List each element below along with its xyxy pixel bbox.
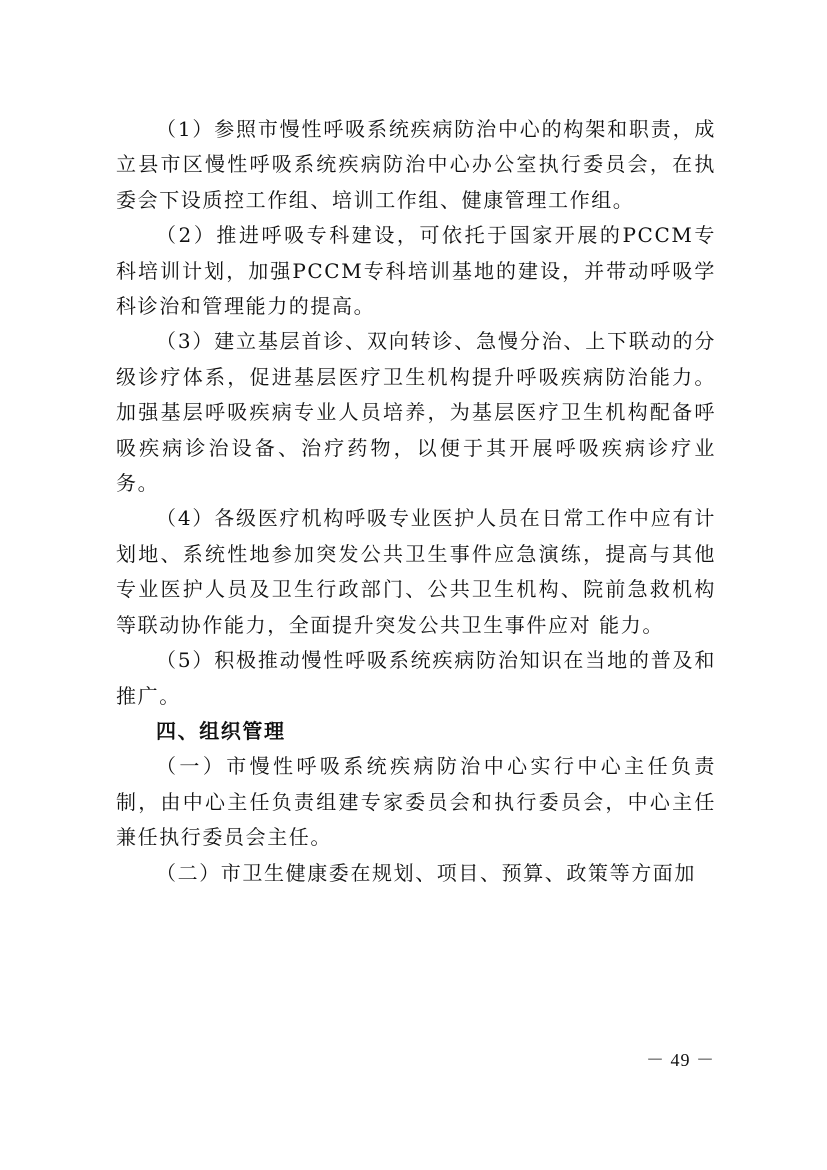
paragraph-org-2: （二）市卫生健康委在规划、项目、预算、政策等方面加 [156,860,696,885]
section-heading-organization: 四、组织管理 [156,718,286,743]
paragraph-item-1: （1）参照市慢性呼吸系统疾病防治中心的构架和职责，成立县市区慢性呼吸系统疾病防治中心办公室执行委员会，在执委会下设质控工作组、培训工作组、健康管理工作组。 [116,117,716,212]
page-number: － 49 － [646,1050,715,1070]
paragraph-item-4: （4）各级医疗机构呼吸专业医护人员在日常工作中应有计划地、系统性地参加突发公共卫生事件应急演练，提高与其他专业医护人员及卫生行政部门、公共卫生机构、院前急救机构等联动协作能力，全面提升突发公共卫生事件应对 能力。 [116,506,716,637]
paragraph-org-1: （一）市慢性呼吸系统疾病防治中心实行中心主任负责制，由中心主任负责组建专家委员会和执行委员会，中心主任兼任执行委员会主任。 [116,754,716,850]
paragraph-item-5: （5）积极推动慢性呼吸系统疾病防治知识在当地的普及和推广。 [116,648,716,708]
paragraph-item-2: （2）推进呼吸专科建设，可依托于国家开展的PCCM专科培训计划，加强PCCM专科培训基地的建设，并带动呼吸学科诊治和管理能力的提高。 [116,223,716,319]
document-body [116,112,716,891]
paragraph-item-3: （3）建立基层首诊、双向转诊、急慢分治、上下联动的分级诊疗体系，促进基层医疗卫生机构提升呼吸疾病防治能力。加强基层呼吸疾病专业人员培养，为基层医疗卫生机构配备呼吸疾病诊治设备、治疗药物，以便于其开展呼吸疾病诊疗业务。 [116,329,716,496]
